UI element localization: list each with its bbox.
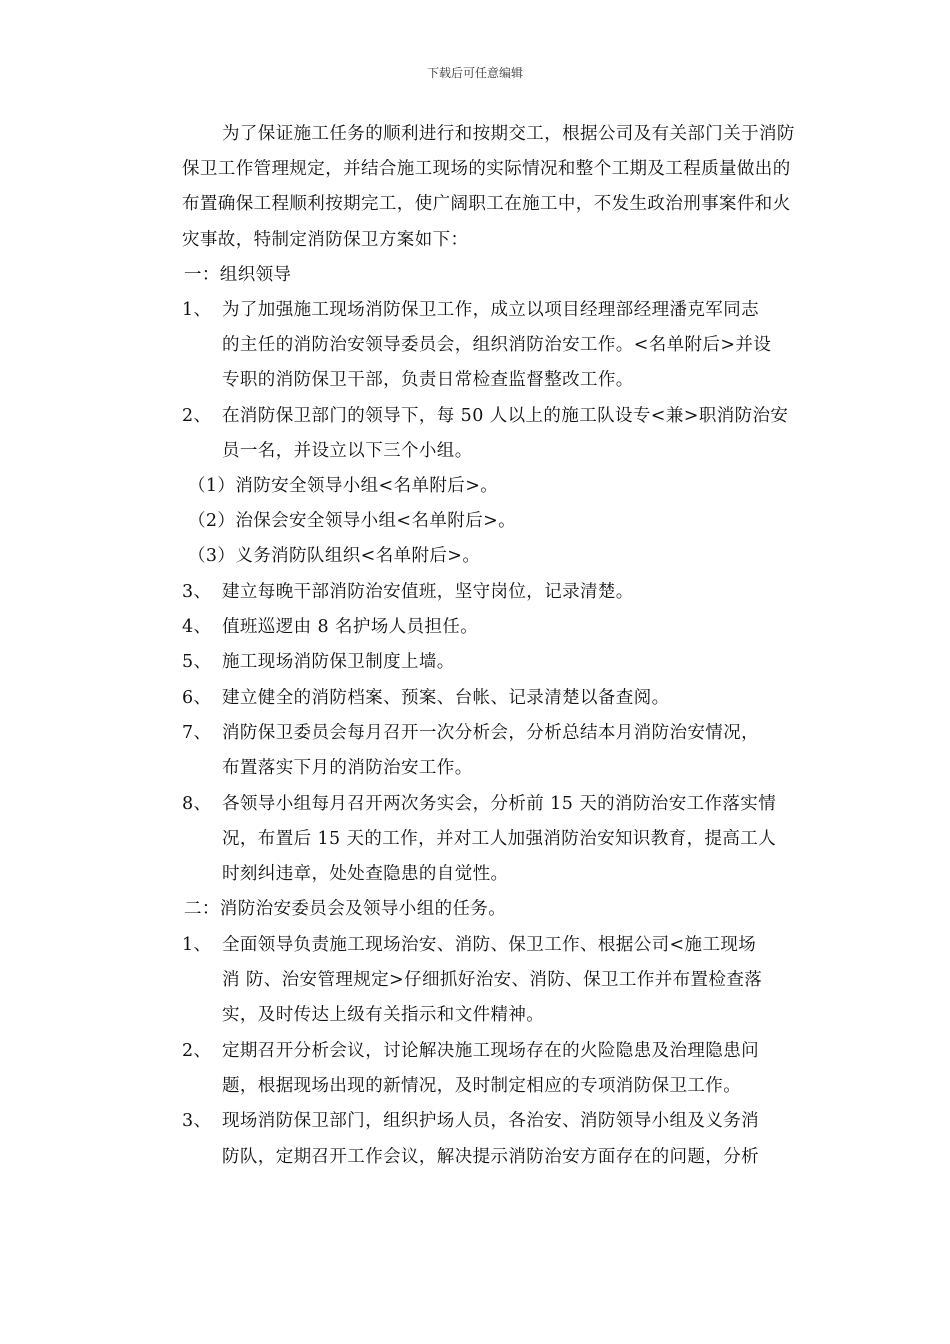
item-line: 定期召开分析会议，讨论解决施工现场存在的火险隐患及治理隐患问: [222, 1041, 759, 1061]
section-title: 二：消防治安委员会及领导小组的任务。: [184, 899, 507, 919]
section-title: 一：组织领导: [184, 265, 292, 285]
item-line: 防队，定期召开工作会议，解决提示消防治安方面存在的问题，分析: [222, 1147, 759, 1167]
item-line: 时刻纠违章，处处查隐患的自觉性。: [222, 864, 509, 884]
sub-item: （2）治保会安全领导小组<名单附后>。: [188, 511, 517, 531]
item-line: 实，及时传达上级有关指示和文件精神。: [222, 1005, 545, 1025]
item-number: 5、: [182, 652, 212, 672]
item-line: 消 防、治安管理规定>仔细抓好治安、消防、保卫工作并布置检查落: [222, 970, 763, 990]
item-line: 施工现场消防保卫制度上墙。: [222, 652, 455, 672]
item-number: 2、: [182, 406, 212, 426]
item-line: 题，根据现场出现的新情况，及时制定相应的专项消防保卫工作。: [222, 1076, 742, 1096]
item-line: 况，布置后 15 天的工作，并对工人加强消防治安知识教育，提高工人: [222, 829, 777, 849]
item-line: 员一名，并设立以下三个小组。: [222, 441, 473, 461]
item-line: 消防保卫委员会每月召开一次分析会，分析总结本月消防治安情况，: [222, 723, 759, 743]
item-number: 1、: [182, 300, 212, 320]
item-line: 各领导小组每月召开两次务实会，分析前 15 天的消防治安工作落实情: [222, 794, 777, 814]
item-line: 在消防保卫部门的领导下，每 50 人以上的施工队设专<兼>职消防治安: [222, 406, 789, 426]
item-number: 1、: [182, 935, 212, 955]
intro-line: 布置确保工程顺利按期完工，使广阔职工在施工中，不发生政治刑事案件和火: [182, 194, 791, 214]
item-number: 2、: [182, 1041, 212, 1061]
intro-line: 灾事故，特制定消防保卫方案如下：: [182, 230, 469, 250]
item-number: 7、: [182, 723, 212, 743]
sub-item: （1）消防安全领导小组<名单附后>。: [188, 476, 499, 496]
item-number: 3、: [182, 1111, 212, 1131]
item-line: 值班巡逻由 8 名护场人员担任。: [222, 617, 479, 637]
item-number: 8、: [182, 794, 212, 814]
item-number: 6、: [182, 688, 212, 708]
item-line: 布置落实下月的消防治安工作。: [222, 758, 473, 778]
intro-line: 为了保证施工任务的顺利进行和按期交工，根据公司及有关部门关于消防: [222, 124, 795, 144]
intro-line: 保卫工作管理规定，并结合施工现场的实际情况和整个工期及工程质量做出的: [182, 159, 791, 179]
item-line: 建立每晚干部消防治安值班，坚守岗位，记录清楚。: [222, 582, 634, 602]
item-line: 全面领导负责施工现场治安、消防、保卫工作、根据公司<施工现场: [222, 935, 757, 955]
item-line: 现场消防保卫部门，组织护场人员，各治安、消防领导小组及义务消: [222, 1111, 759, 1131]
page-header: 下载后可任意编辑: [426, 66, 523, 80]
item-line: 为了加强施工现场消防保卫工作，成立以项目经理部经理潘克军同志: [222, 300, 759, 320]
sub-item: （3）义务消防队组织<名单附后>。: [188, 546, 481, 566]
item-line: 专职的消防保卫干部，负责日常检查监督整改工作。: [222, 370, 634, 390]
item-line: 的主任的消防治安领导委员会，组织消防治安工作。<名单附后>并设: [222, 335, 772, 355]
item-number: 3、: [182, 582, 212, 602]
item-line: 建立健全的消防档案、预案、台帐、记录清楚以备查阅。: [222, 688, 670, 708]
item-number: 4、: [182, 617, 212, 637]
